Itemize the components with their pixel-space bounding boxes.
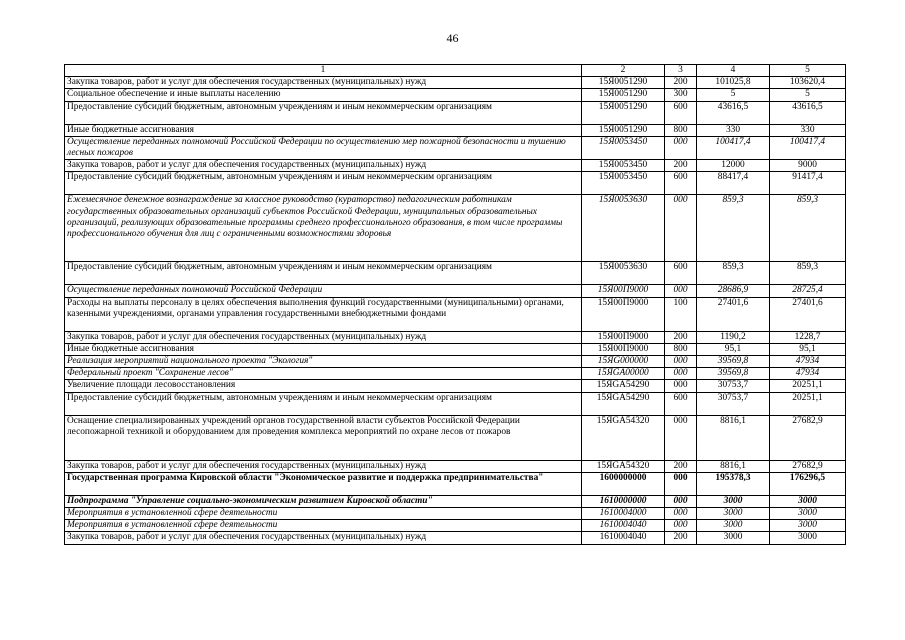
row-code-cell: 15Я0051290 — [582, 124, 665, 136]
row-year1-value: 27401,6 — [697, 297, 770, 331]
row-ved-cell: 000 — [665, 195, 697, 262]
row-ved-cell: 000 — [665, 495, 697, 507]
table-row — [65, 356, 846, 368]
row-name-cell: Иные бюджетные ассигнования — [65, 124, 582, 136]
row-year2-value: 3000 — [770, 495, 846, 507]
row-name-cell: Иные бюджетные ассигнования — [65, 343, 582, 355]
header-cell-code: 2 — [582, 65, 665, 77]
row-name-cell: Мероприятия в установленной сфере деятельности — [65, 520, 582, 532]
table-row — [65, 297, 846, 331]
row-year2-value: 91417,4 — [770, 172, 846, 195]
row-code-cell: 15Я0053450 — [582, 136, 665, 159]
row-name-cell: Ежемесячное денежное вознаграждение за классное руководство (кураторство) педагогическим работникам государственных образовательных организаций субъектов Российской Федерации, муниципальных образовательных организаций, реализующих образовательные программы среднего профессионального образования, в том числе программы профессионального обучения для лиц с ограниченными возможностями здоровья — [65, 195, 582, 262]
row-name-cell: Увеличение площади лесовосстановления — [65, 380, 582, 392]
row-code-cell: 15Я0051290 — [582, 89, 665, 101]
table-row — [65, 380, 846, 392]
budget-table — [64, 64, 846, 545]
row-year1-value: 8816,1 — [697, 460, 770, 472]
row-year1-value: 12000 — [697, 160, 770, 172]
row-name-cell: Закупка товаров, работ и услуг для обеспечения государственных (муниципальных) нужд — [65, 532, 582, 544]
row-ved-cell: 200 — [665, 160, 697, 172]
table-row — [65, 343, 846, 355]
table-row — [65, 508, 846, 520]
row-year2-value: 20251,1 — [770, 392, 846, 415]
row-ved-cell: 600 — [665, 392, 697, 415]
table-row — [65, 368, 846, 380]
table-row — [65, 472, 846, 495]
row-code-cell: 15ЯGA00000 — [582, 368, 665, 380]
table-row — [65, 392, 846, 415]
row-year2-value: 95,1 — [770, 343, 846, 355]
row-code-cell: 1610004000 — [582, 508, 665, 520]
row-year1-value: 100417,4 — [697, 136, 770, 159]
row-name-cell: Осуществление переданных полномочий Российской Федерации — [65, 285, 582, 297]
row-year1-value: 95,1 — [697, 343, 770, 355]
row-name-cell: Закупка товаров, работ и услуг для обеспечения государственных (муниципальных) нужд — [65, 460, 582, 472]
row-code-cell: 15Я00П9000 — [582, 297, 665, 331]
table-row — [65, 415, 846, 460]
row-ved-cell: 800 — [665, 343, 697, 355]
row-year1-value: 101025,8 — [697, 77, 770, 89]
row-year1-value: 3000 — [697, 520, 770, 532]
row-year2-value: 100417,4 — [770, 136, 846, 159]
table-row — [65, 124, 846, 136]
table-row — [65, 77, 846, 89]
row-code-cell: 15ЯGA54290 — [582, 380, 665, 392]
row-name-cell: Предоставление субсидий бюджетным, автономным учреждениям и иным некоммерческим организациям — [65, 101, 582, 124]
page-number: 46 — [446, 31, 459, 45]
row-ved-cell: 300 — [665, 89, 697, 101]
table-row — [65, 136, 846, 159]
row-year2-value: 47934 — [770, 368, 846, 380]
row-ved-cell: 200 — [665, 331, 697, 343]
row-code-cell: 15ЯG000000 — [582, 356, 665, 368]
row-code-cell: 15Я00П9000 — [582, 343, 665, 355]
row-code-cell: 15Я0053630 — [582, 262, 665, 285]
table-header-row — [65, 65, 846, 77]
row-ved-cell: 000 — [665, 356, 697, 368]
header-cell-year2: 5 — [770, 65, 846, 77]
row-year2-value: 176296,5 — [770, 472, 846, 495]
row-year2-value: 859,3 — [770, 195, 846, 262]
row-name-cell: Федеральный проект "Сохранение лесов" — [65, 368, 582, 380]
row-year1-value: 8816,1 — [697, 415, 770, 460]
row-year1-value: 43616,5 — [697, 101, 770, 124]
row-year1-value: 39569,8 — [697, 368, 770, 380]
table-row — [65, 160, 846, 172]
row-code-cell: 15Я0053450 — [582, 160, 665, 172]
row-ved-cell: 000 — [665, 368, 697, 380]
row-code-cell: 15ЯGA54320 — [582, 460, 665, 472]
row-ved-cell: 200 — [665, 532, 697, 544]
row-name-cell: Предоставление субсидий бюджетным, автономным учреждениям и иным некоммерческим организациям — [65, 262, 582, 285]
row-name-cell: Оснащение специализированных учреждений органов государственной власти субъектов Российской Федерации лесопожарной техникой и оборудованием для проведения комплекса мероприятий по охране лесов от пожаров — [65, 415, 582, 460]
table-row — [65, 262, 846, 285]
row-name-cell: Подпрограмма "Управление социально-экономическим развитием Кировской области" — [65, 495, 582, 507]
row-name-cell: Закупка товаров, работ и услуг для обеспечения государственных (муниципальных) нужд — [65, 160, 582, 172]
row-year2-value: 47934 — [770, 356, 846, 368]
row-ved-cell: 800 — [665, 124, 697, 136]
row-name-cell: Реализация мероприятий национального проекта "Экология" — [65, 356, 582, 368]
row-name-cell: Осуществление переданных полномочий Российской Федерации по осуществлению мер пожарной безопасности и тушению лесных пожаров — [65, 136, 582, 159]
row-code-cell: 1610004040 — [582, 520, 665, 532]
table-row — [65, 331, 846, 343]
row-year1-value: 3000 — [697, 532, 770, 544]
row-ved-cell: 000 — [665, 520, 697, 532]
row-ved-cell: 600 — [665, 172, 697, 195]
table-row — [65, 495, 846, 507]
row-year2-value: 28725,4 — [770, 285, 846, 297]
table-row — [65, 520, 846, 532]
row-year1-value: 195378,3 — [697, 472, 770, 495]
row-year2-value: 43616,5 — [770, 101, 846, 124]
row-year2-value: 859,3 — [770, 262, 846, 285]
row-code-cell: 15Я00П9000 — [582, 331, 665, 343]
row-ved-cell: 100 — [665, 297, 697, 331]
row-code-cell: 15ЯGA54290 — [582, 392, 665, 415]
row-name-cell: Предоставление субсидий бюджетным, автономным учреждениям и иным некоммерческим организациям — [65, 392, 582, 415]
row-year2-value: 5 — [770, 89, 846, 101]
row-year1-value: 859,3 — [697, 195, 770, 262]
row-name-cell: Социальное обеспечение и иные выплаты населению — [65, 89, 582, 101]
row-name-cell: Государственная программа Кировской области "Экономическое развитие и поддержка предпринимательства" — [65, 472, 582, 495]
row-year1-value: 39569,8 — [697, 356, 770, 368]
table-row — [65, 172, 846, 195]
row-year1-value: 88417,4 — [697, 172, 770, 195]
row-ved-cell: 000 — [665, 472, 697, 495]
row-year1-value: 30753,7 — [697, 380, 770, 392]
row-ved-cell: 600 — [665, 262, 697, 285]
row-year2-value: 27401,6 — [770, 297, 846, 331]
row-name-cell: Закупка товаров, работ и услуг для обеспечения государственных (муниципальных) нужд — [65, 77, 582, 89]
header-cell-year1: 4 — [697, 65, 770, 77]
row-year2-value: 3000 — [770, 508, 846, 520]
row-name-cell: Расходы на выплаты персоналу в целях обеспечения выполнения функций государственными (муниципальными) органами, казенными учреждениями, органами управления государственными внебюджетными фондами — [65, 297, 582, 331]
header-cell-ved: 3 — [665, 65, 697, 77]
row-code-cell: 1600000000 — [582, 472, 665, 495]
header-cell-name: 1 — [65, 65, 582, 77]
table-row — [65, 285, 846, 297]
row-year2-value: 27682,9 — [770, 460, 846, 472]
table-row — [65, 101, 846, 124]
row-year1-value: 30753,7 — [697, 392, 770, 415]
row-year2-value: 1228,7 — [770, 331, 846, 343]
row-name-cell: Мероприятия в установленной сфере деятельности — [65, 508, 582, 520]
row-year1-value: 1190,2 — [697, 331, 770, 343]
row-ved-cell: 000 — [665, 415, 697, 460]
row-year1-value: 859,3 — [697, 262, 770, 285]
row-code-cell: 15Я00П9000 — [582, 285, 665, 297]
row-year2-value: 3000 — [770, 532, 846, 544]
row-year2-value: 3000 — [770, 520, 846, 532]
row-year1-value: 3000 — [697, 495, 770, 507]
row-ved-cell: 200 — [665, 77, 697, 89]
row-code-cell: 1610000000 — [582, 495, 665, 507]
row-code-cell: 15Я0053630 — [582, 195, 665, 262]
row-year2-value: 330 — [770, 124, 846, 136]
row-ved-cell: 200 — [665, 460, 697, 472]
row-name-cell: Закупка товаров, работ и услуг для обеспечения государственных (муниципальных) нужд — [65, 331, 582, 343]
row-name-cell: Предоставление субсидий бюджетным, автономным учреждениям и иным некоммерческим организациям — [65, 172, 582, 195]
table-row — [65, 89, 846, 101]
row-ved-cell: 000 — [665, 380, 697, 392]
row-year1-value: 28686,9 — [697, 285, 770, 297]
row-year2-value: 103620,4 — [770, 77, 846, 89]
row-ved-cell: 000 — [665, 285, 697, 297]
row-code-cell: 15ЯGA54320 — [582, 415, 665, 460]
row-ved-cell: 000 — [665, 508, 697, 520]
row-year1-value: 330 — [697, 124, 770, 136]
row-code-cell: 1610004040 — [582, 532, 665, 544]
table-row — [65, 532, 846, 544]
row-code-cell: 15Я0051290 — [582, 77, 665, 89]
row-code-cell: 15Я0053450 — [582, 172, 665, 195]
row-year1-value: 3000 — [697, 508, 770, 520]
row-ved-cell: 000 — [665, 136, 697, 159]
row-year2-value: 20251,1 — [770, 380, 846, 392]
row-year1-value: 5 — [697, 89, 770, 101]
table-row — [65, 195, 846, 262]
row-code-cell: 15Я0051290 — [582, 101, 665, 124]
row-ved-cell: 600 — [665, 101, 697, 124]
table-row — [65, 460, 846, 472]
row-year2-value: 27682,9 — [770, 415, 846, 460]
row-year2-value: 9000 — [770, 160, 846, 172]
